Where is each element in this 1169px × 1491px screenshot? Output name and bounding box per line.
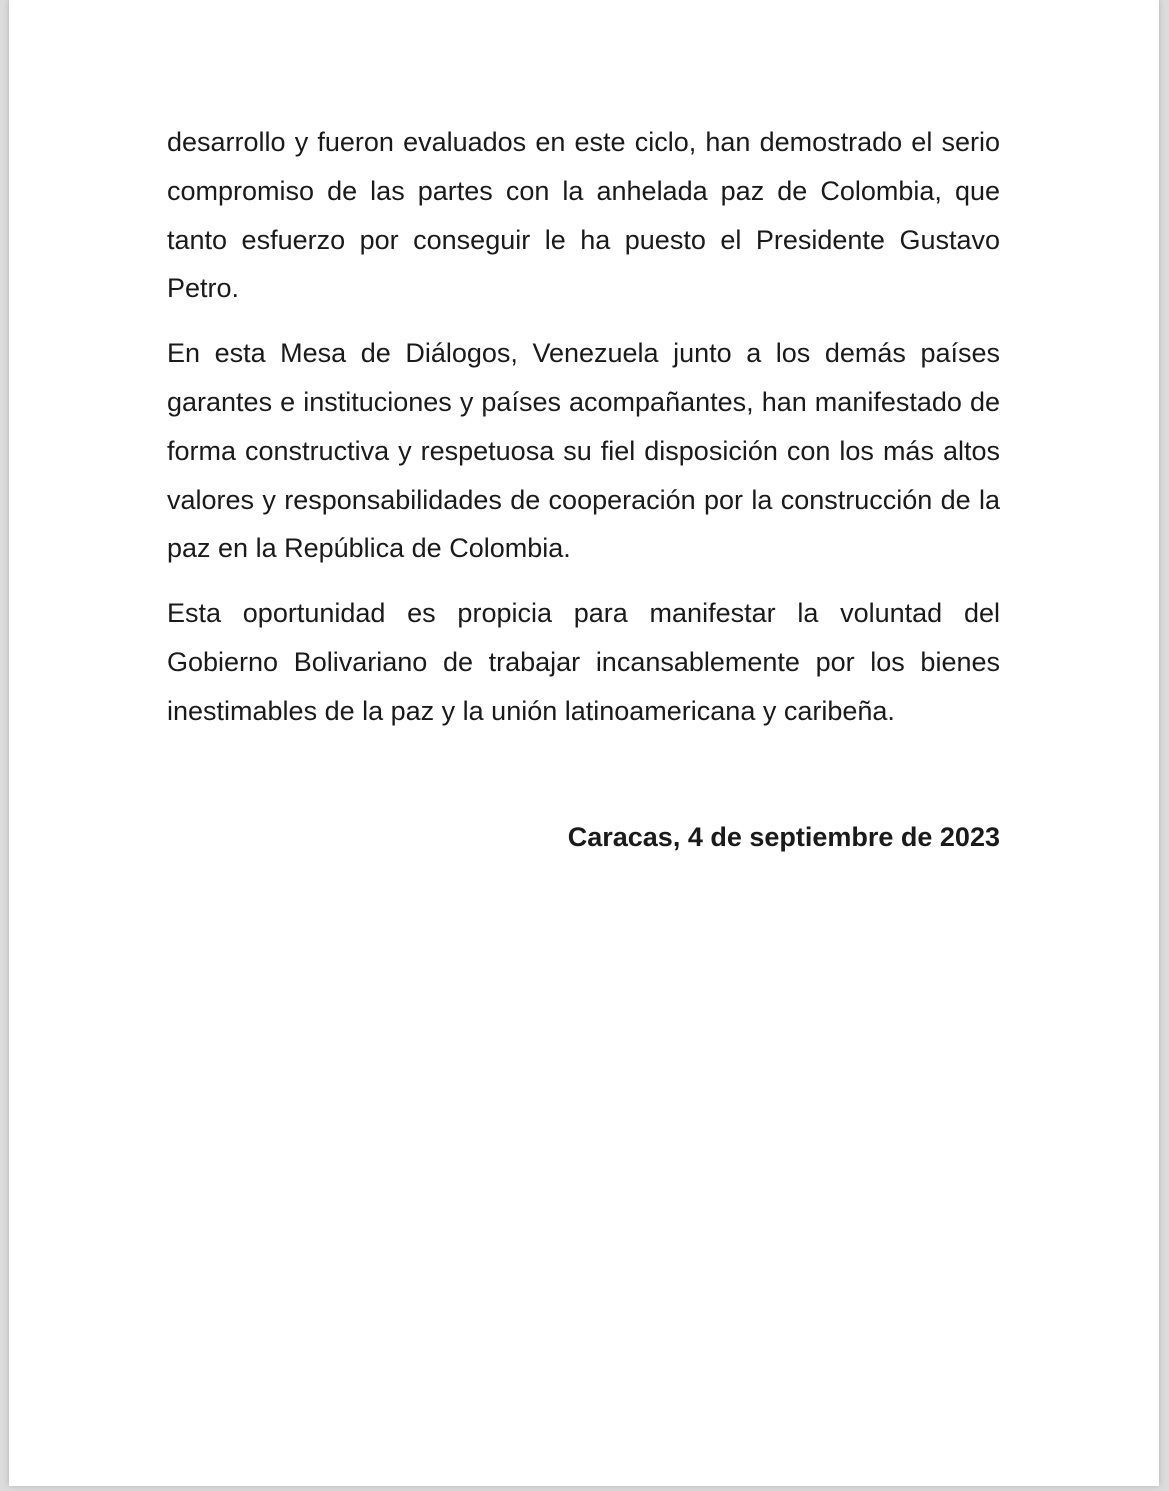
paragraph-2: En esta Mesa de Diálogos, Venezuela junto a los demás países garantes e instituciones y países acompañantes, han manifestado de forma constructiva y respetuosa su fiel disposición con los más altos valores y responsabilidades de cooperación por la construcción de la paz en la República de Colombia. [167,338,1000,564]
place-date-signature: Caracas, 4 de septiembre de 2023 [567,822,1000,852]
paragraph-3: Esta oportunidad es propicia para manifestar la voluntad del Gobierno Bolivariano de trabajar incansablemente por los bienes inestimables de la paz y la unión latinoamericana y caribeña. [167,598,1000,726]
document-body [167,118,1000,752]
paragraph-1: desarrollo y fueron evaluados en este ciclo, han demostrado el serio compromiso de las partes con la anhelada paz de Colombia, que tanto esfuerzo por conseguir le ha puesto el Presidente Gustavo Petro. [167,127,1000,304]
document-page [9,0,1159,1486]
